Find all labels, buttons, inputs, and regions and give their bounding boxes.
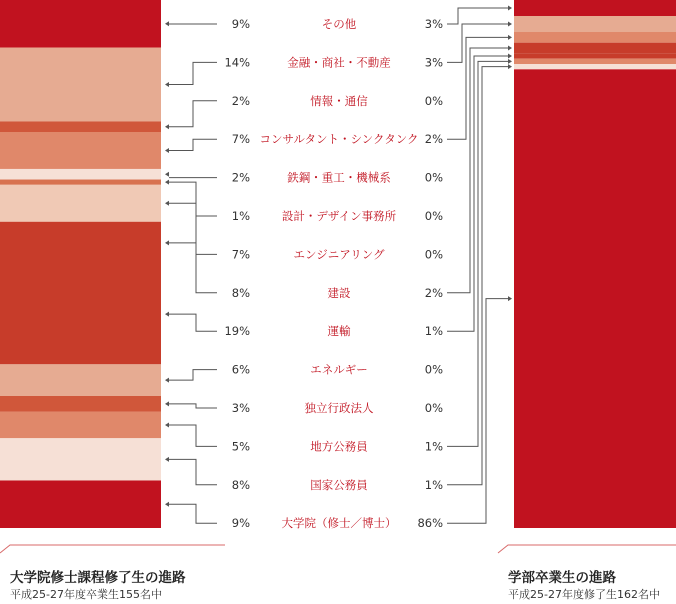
left-bar-segment bbox=[0, 132, 161, 169]
right-percentage-label: 1% bbox=[424, 477, 443, 492]
category-label: 国家公務員 bbox=[310, 477, 368, 492]
left-bar-segment bbox=[0, 121, 161, 132]
left-leader-arrowhead bbox=[165, 21, 169, 26]
right-percentage-label: 0% bbox=[424, 362, 443, 377]
left-leader-arrowhead bbox=[165, 240, 169, 245]
left-bar-segment bbox=[0, 480, 161, 528]
right-leader-arrowhead bbox=[508, 46, 512, 51]
left-leader-arrowhead bbox=[165, 423, 169, 428]
right-chart-title: 学部卒業生の進路 bbox=[508, 570, 616, 586]
left-leader-line bbox=[169, 62, 217, 84]
right-leader-arrowhead bbox=[508, 296, 512, 301]
right-percentage-label: 0% bbox=[424, 209, 443, 223]
left-leader-line bbox=[169, 404, 217, 408]
left-percentage-label: 2% bbox=[231, 170, 250, 185]
right-bar-segment bbox=[514, 43, 676, 54]
left-leader-arrowhead bbox=[165, 172, 169, 177]
right-percentage-label: 2% bbox=[424, 132, 443, 147]
left-leader-line bbox=[169, 182, 217, 216]
left-percentage-label: 14% bbox=[224, 55, 250, 70]
right-leader-line bbox=[447, 61, 508, 446]
right-leader-line bbox=[447, 24, 508, 62]
left-leader-line bbox=[169, 314, 217, 331]
right-percentage-label: 86% bbox=[417, 516, 443, 531]
left-leader-line bbox=[169, 243, 217, 293]
left-percentage-label: 5% bbox=[231, 439, 250, 454]
left-footer-line bbox=[0, 545, 225, 553]
right-bar-segment bbox=[514, 0, 676, 16]
left-bar-segment bbox=[0, 169, 161, 180]
left-percentage-label: 1% bbox=[231, 209, 250, 223]
left-percentage-label: 8% bbox=[231, 477, 250, 492]
right-percentage-label: 2% bbox=[424, 285, 443, 300]
left-bar-segment bbox=[0, 412, 161, 438]
category-label: 建設 bbox=[327, 285, 351, 300]
left-leader-line bbox=[169, 504, 217, 523]
left-bar-segment bbox=[0, 222, 161, 264]
left-leader-arrowhead bbox=[165, 457, 169, 462]
left-leader-arrowhead bbox=[165, 82, 169, 87]
left-chart-title: 大学院修士課程修了生の進路 bbox=[10, 570, 186, 586]
left-bar-segment bbox=[0, 396, 161, 412]
left-leader-arrowhead bbox=[165, 124, 169, 129]
right-percentage-label: 0% bbox=[424, 247, 443, 262]
right-percentage-label: 0% bbox=[424, 170, 443, 185]
left-percentage-label: 3% bbox=[231, 401, 250, 415]
category-label: 地方公務員 bbox=[310, 439, 368, 454]
left-leader-line bbox=[169, 370, 217, 381]
left-percentage-label: 6% bbox=[231, 362, 250, 377]
right-leader-line bbox=[447, 8, 508, 24]
left-bar-segment bbox=[0, 364, 161, 396]
left-percentage-label: 8% bbox=[231, 285, 250, 300]
category-label: 設計・デザイン事務所 bbox=[281, 209, 397, 223]
left-leader-arrowhead bbox=[165, 502, 169, 507]
right-percentage-label: 0% bbox=[424, 401, 443, 415]
right-percentage-label: 1% bbox=[424, 324, 443, 339]
category-label: 運輸 bbox=[327, 324, 351, 339]
category-label: 鉄鋼・重工・機械系 bbox=[287, 170, 391, 185]
category-label: 独立行政法人 bbox=[304, 401, 374, 415]
right-bar-segment bbox=[514, 32, 676, 43]
left-percentage-label: 7% bbox=[231, 132, 250, 147]
left-percentage-label: 2% bbox=[231, 93, 250, 108]
right-leader-arrowhead bbox=[508, 64, 512, 69]
left-leader-line bbox=[169, 101, 217, 127]
left-leader-arrowhead bbox=[165, 401, 169, 406]
left-bar-segment bbox=[0, 264, 161, 364]
category-label: 金融・商社・不動産 bbox=[287, 55, 391, 70]
category-label: 情報・通信 bbox=[310, 93, 368, 108]
left-leader-line bbox=[169, 425, 217, 446]
left-percentage-label: 19% bbox=[224, 324, 250, 339]
right-chart-subtitle: 平成25-27年度修了生162名中 bbox=[508, 588, 660, 601]
left-percentage-label: 7% bbox=[231, 247, 250, 262]
right-leader-arrowhead bbox=[508, 22, 512, 27]
right-leader-arrowhead bbox=[508, 6, 512, 11]
right-leader-arrowhead bbox=[508, 54, 512, 59]
right-leader-arrowhead bbox=[508, 59, 512, 64]
left-leader-arrowhead bbox=[165, 180, 169, 185]
right-bar-segment bbox=[514, 59, 676, 64]
category-label: 大学院（修士／博士） bbox=[281, 516, 397, 531]
right-bar-segment bbox=[514, 16, 676, 32]
category-label: エンジニアリング bbox=[293, 247, 385, 262]
left-leader-line bbox=[169, 459, 217, 484]
right-percentage-label: 0% bbox=[424, 93, 443, 108]
right-percentage-label: 3% bbox=[424, 17, 443, 31]
left-leader-arrowhead bbox=[165, 201, 169, 206]
left-leader-arrowhead bbox=[165, 378, 169, 383]
category-label: その他 bbox=[321, 17, 357, 31]
left-leader-arrowhead bbox=[165, 148, 169, 153]
left-bar-segment bbox=[0, 185, 161, 222]
right-bar-segment bbox=[514, 64, 676, 69]
right-bar-segment bbox=[514, 53, 676, 58]
category-label: コンサルタント・シンクタンク bbox=[259, 132, 419, 147]
left-leader-line bbox=[169, 139, 217, 150]
category-label: エネルギー bbox=[310, 362, 368, 377]
left-bar-segment bbox=[0, 180, 161, 185]
left-percentage-label: 9% bbox=[231, 516, 250, 531]
left-chart-subtitle: 平成25-27年度卒業生155名中 bbox=[10, 588, 162, 601]
left-bar-segment bbox=[0, 438, 161, 480]
right-footer-line bbox=[498, 545, 676, 553]
left-percentage-label: 9% bbox=[231, 17, 250, 31]
left-leader-arrowhead bbox=[165, 312, 169, 317]
left-bar-segment bbox=[0, 48, 161, 122]
right-bar-segment bbox=[514, 69, 676, 528]
left-bar-segment bbox=[0, 0, 161, 48]
right-percentage-label: 1% bbox=[424, 439, 443, 454]
left-leader-line bbox=[169, 203, 217, 254]
right-leader-arrowhead bbox=[508, 35, 512, 40]
right-percentage-label: 3% bbox=[424, 55, 443, 70]
